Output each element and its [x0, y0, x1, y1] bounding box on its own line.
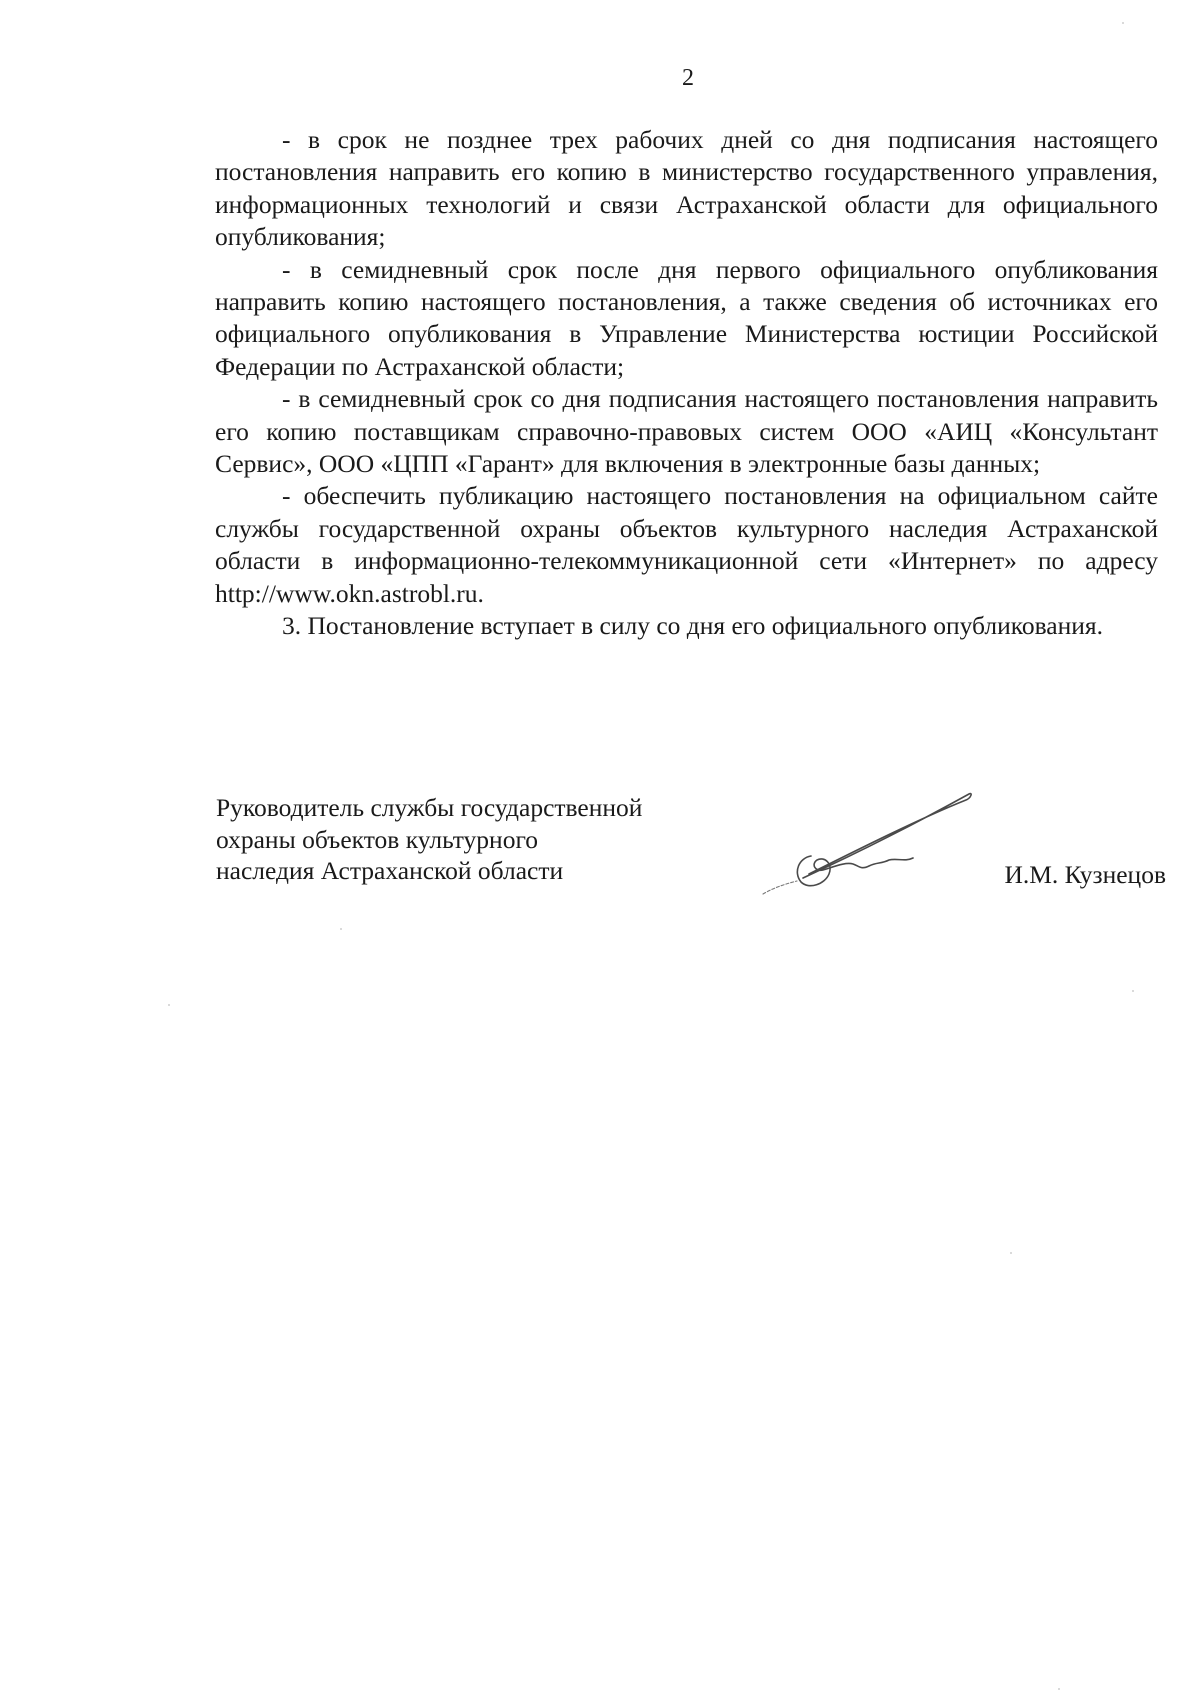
scan-speck: [1132, 990, 1134, 992]
signatory-name: И.М. Кузнецов: [1004, 860, 1166, 889]
handwritten-signature: [741, 786, 981, 906]
page-number-text: 2: [682, 65, 694, 91]
paragraph-send-copy-legal-systems: - в семидневный срок со дня подписания настоящего постановления направить его копию поставщикам справочно-правовых систем ООО «АИЦ «Консультант Сервис», ООО «ЦПП «Гарант» для включения в электронные базы данных;: [215, 384, 1158, 479]
paragraph-send-copy-justice: - в семидневный срок после дня первого официального опубликования направить копию настоящего постановления, а также сведения об источниках его официального опубликования в Управление Министерства юстиции Российской Федерации по Астраханской области;: [215, 254, 1158, 381]
signatory-position-line: Руководитель службы государственной: [216, 793, 643, 822]
scan-speck: [1122, 22, 1124, 24]
paragraph-send-copy-ministry: - в срок не позднее трех рабочих дней со дня подписания настоящего постановления направить его копию в министерство государственного управления, информационных технологий и связи Астраханской области для официального опубликования;: [215, 125, 1158, 252]
signature-stroke-long: [803, 794, 971, 878]
scan-speck: [340, 928, 342, 930]
signatory-position-line: охраны объектов культурного: [216, 824, 539, 854]
signatory-position: [216, 792, 642, 887]
scan-speck: [168, 1004, 170, 1006]
paragraph-effective-date: 3. Постановление вступает в силу со дня его официального опубликования.: [282, 611, 1103, 641]
scan-speck: [1058, 1688, 1060, 1690]
page-number: [0, 64, 1200, 92]
signature-stroke-tail: [763, 881, 797, 894]
signature-block: [216, 792, 1166, 912]
scan-speck: [1010, 1252, 1012, 1254]
document-body: [215, 124, 1158, 643]
paragraph-publish-website: - обеспечить публикацию настоящего постановления на официальном сайте службы государственной охраны объектов культурного наследия Астраханской области в информационно-телекоммуникационной сети «Интернет» по адресу http://www.okn.astrobl.ru.: [215, 481, 1158, 608]
signatory-position-line: наследия Астраханской области: [216, 856, 564, 885]
